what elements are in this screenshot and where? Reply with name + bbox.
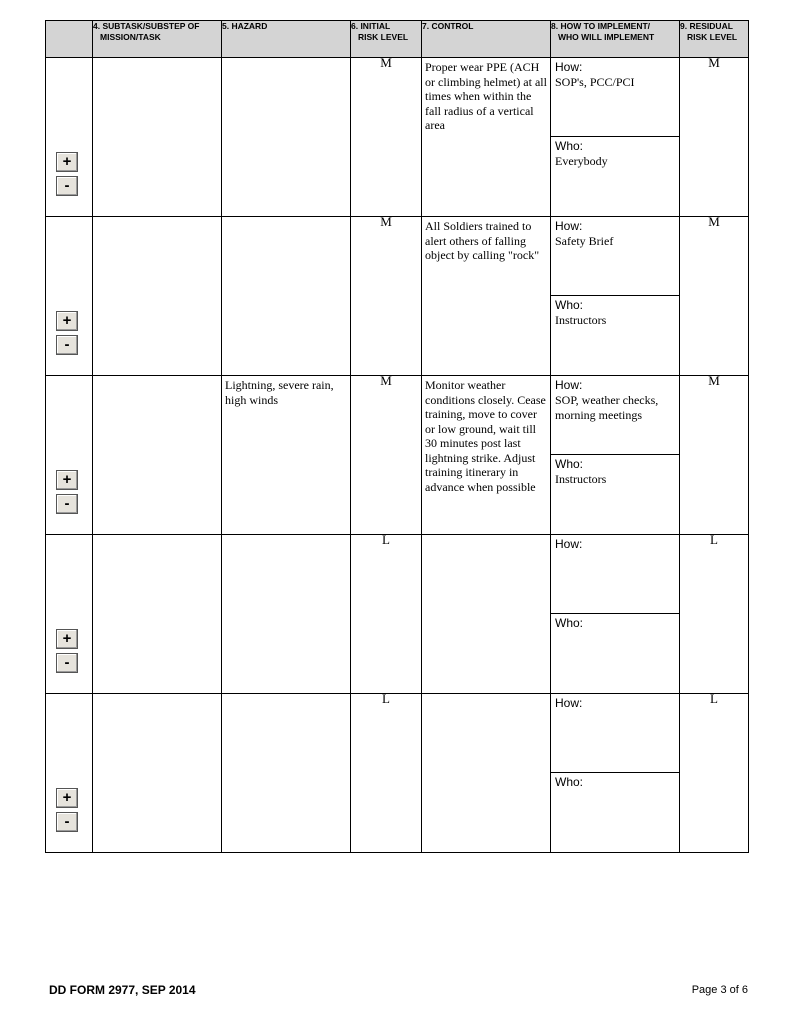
- initial-risk-cell[interactable]: [351, 55, 422, 217]
- control-header: [422, 21, 551, 58]
- hazard-text[interactable]: [222, 694, 350, 698]
- control-text[interactable]: [422, 694, 550, 698]
- initial-risk-header-line1: 6. INITIAL: [351, 21, 391, 31]
- initial-risk-cell[interactable]: [351, 691, 422, 853]
- subtask-header-line1: 4. SUBTASK/SUBSTEP OF: [93, 21, 200, 31]
- hazard-text[interactable]: [222, 535, 350, 539]
- subtask-cell[interactable]: [93, 535, 222, 694]
- table-row: [46, 58, 749, 217]
- initial-risk-cell[interactable]: [351, 532, 422, 694]
- hazard-text[interactable]: [222, 58, 350, 62]
- who-field[interactable]: [551, 614, 679, 693]
- residual-risk-header-line1: 9. RESIDUAL: [680, 21, 733, 31]
- hazard-cell[interactable]: [222, 535, 351, 694]
- header-row: [46, 21, 749, 58]
- control-text[interactable]: Proper wear PPE (ACH or climbing helmet) at all times when within the fall radius of a vertical area: [425, 60, 547, 132]
- remove-row-button[interactable]: -: [56, 812, 78, 832]
- who-label: Who:: [555, 775, 584, 789]
- control-cell[interactable]: [422, 376, 551, 535]
- add-row-button[interactable]: +: [56, 311, 78, 331]
- implement-header-line1: 8. HOW TO IMPLEMENT/: [551, 21, 651, 31]
- risk-assessment-table: [45, 20, 749, 853]
- residual-risk-value[interactable]: L: [710, 691, 718, 706]
- residual-risk-cell[interactable]: [680, 214, 749, 376]
- how-label: How:: [555, 696, 583, 710]
- residual-risk-cell[interactable]: [680, 691, 749, 853]
- initial-risk-value[interactable]: M: [380, 214, 392, 229]
- who-field[interactable]: [551, 773, 679, 852]
- subtask-text[interactable]: [93, 535, 221, 539]
- row-controls-cell: [46, 694, 93, 853]
- hazard-cell[interactable]: [222, 58, 351, 217]
- subtask-text[interactable]: [93, 694, 221, 698]
- who-label: Who:: [555, 616, 584, 630]
- control-cell[interactable]: [422, 694, 551, 853]
- implement-header-line2: WHO WILL IMPLEMENT: [558, 32, 655, 42]
- initial-risk-cell[interactable]: [351, 373, 422, 535]
- table-row: [46, 535, 749, 694]
- how-label: How:: [555, 537, 583, 551]
- residual-risk-value[interactable]: M: [708, 373, 720, 388]
- how-value[interactable]: SOP's, PCC/PCI: [555, 75, 635, 89]
- initial-risk-value[interactable]: M: [380, 373, 392, 388]
- page-number: Page 3 of 6: [691, 984, 748, 996]
- initial-risk-cell[interactable]: [351, 214, 422, 376]
- implement-cell: [551, 535, 680, 694]
- implement-cell: [551, 694, 680, 853]
- control-cell[interactable]: [422, 535, 551, 694]
- table-row: [46, 694, 749, 853]
- remove-row-button[interactable]: -: [56, 335, 78, 355]
- add-row-button[interactable]: +: [56, 788, 78, 808]
- subtask-header-line2: MISSION/TASK: [100, 32, 161, 42]
- residual-risk-value[interactable]: M: [708, 55, 720, 70]
- who-label: Who:: [555, 139, 584, 153]
- row-controls-cell: [46, 58, 93, 217]
- hazard-cell[interactable]: [222, 376, 351, 535]
- residual-risk-value[interactable]: M: [708, 214, 720, 229]
- how-field[interactable]: [551, 535, 679, 614]
- how-field[interactable]: [551, 376, 679, 455]
- remove-row-button[interactable]: -: [56, 176, 78, 196]
- residual-risk-cell[interactable]: [680, 532, 749, 694]
- subtask-cell[interactable]: [93, 58, 222, 217]
- row-controls-cell: [46, 535, 93, 694]
- who-label: Who:: [555, 298, 584, 312]
- control-text[interactable]: All Soldiers trained to alert others of falling object by calling "rock": [425, 219, 540, 262]
- initial-risk-value[interactable]: M: [380, 55, 392, 70]
- control-text[interactable]: Monitor weather conditions closely. Cease training, move to cover or low ground, wait till 30 minutes post last lightning strike. Adjust training itinerary in advance when possible: [425, 378, 546, 494]
- hazard-text[interactable]: [222, 217, 350, 221]
- implement-cell: [551, 58, 680, 217]
- how-label: How:: [555, 378, 583, 392]
- how-field[interactable]: [551, 58, 679, 137]
- implement-cell: [551, 217, 680, 376]
- who-field[interactable]: [551, 455, 679, 534]
- subtask-cell[interactable]: [93, 376, 222, 535]
- residual-risk-cell[interactable]: [680, 55, 749, 217]
- who-field[interactable]: [551, 296, 679, 375]
- hazard-cell[interactable]: [222, 217, 351, 376]
- control-header-text: 7. CONTROL: [422, 21, 474, 31]
- who-field[interactable]: [551, 137, 679, 216]
- residual-risk-header: [680, 21, 749, 58]
- how-field[interactable]: [551, 217, 679, 296]
- initial-risk-value[interactable]: L: [382, 532, 390, 547]
- table-row: [46, 217, 749, 376]
- initial-risk-header: [351, 21, 422, 58]
- residual-risk-header-line2: RISK LEVEL: [687, 32, 738, 42]
- who-value[interactable]: Instructors: [555, 472, 607, 486]
- who-value[interactable]: Everybody: [555, 154, 608, 168]
- implement-header: [551, 21, 680, 58]
- hazard-text[interactable]: Lightning, severe rain, high winds: [225, 378, 334, 407]
- how-value[interactable]: Safety Brief: [555, 234, 614, 248]
- initial-risk-header-line2: RISK LEVEL: [358, 32, 409, 42]
- row-controls-cell: [46, 217, 93, 376]
- control-cell[interactable]: [422, 217, 551, 376]
- form-identifier: DD FORM 2977, SEP 2014: [49, 983, 196, 997]
- who-label: Who:: [555, 457, 584, 471]
- remove-row-button[interactable]: -: [56, 653, 78, 673]
- subtask-text[interactable]: [93, 217, 221, 221]
- residual-risk-cell[interactable]: [680, 373, 749, 535]
- subtask-cell[interactable]: [93, 217, 222, 376]
- row-controls-header: [46, 21, 93, 58]
- how-label: How:: [555, 60, 583, 74]
- how-field[interactable]: [551, 694, 679, 773]
- row-controls-cell: [46, 376, 93, 535]
- remove-row-button[interactable]: -: [56, 494, 78, 514]
- add-row-button[interactable]: +: [56, 470, 78, 490]
- implement-cell: [551, 376, 680, 535]
- hazard-header-text: 5. HAZARD: [222, 21, 268, 31]
- subtask-text[interactable]: [93, 376, 221, 380]
- add-row-button[interactable]: +: [56, 629, 78, 649]
- how-value[interactable]: SOP, weather checks, morning meetings: [555, 393, 659, 422]
- hazard-header: [222, 21, 351, 58]
- subtask-header: [93, 21, 222, 58]
- who-value[interactable]: Instructors: [555, 313, 607, 327]
- control-text[interactable]: [422, 535, 550, 539]
- hazard-cell[interactable]: [222, 694, 351, 853]
- add-row-button[interactable]: +: [56, 152, 78, 172]
- subtask-cell[interactable]: [93, 694, 222, 853]
- subtask-text[interactable]: [93, 58, 221, 62]
- residual-risk-value[interactable]: L: [710, 532, 718, 547]
- table-row: [46, 376, 749, 535]
- control-cell[interactable]: [422, 58, 551, 217]
- how-label: How:: [555, 219, 583, 233]
- initial-risk-value[interactable]: L: [382, 691, 390, 706]
